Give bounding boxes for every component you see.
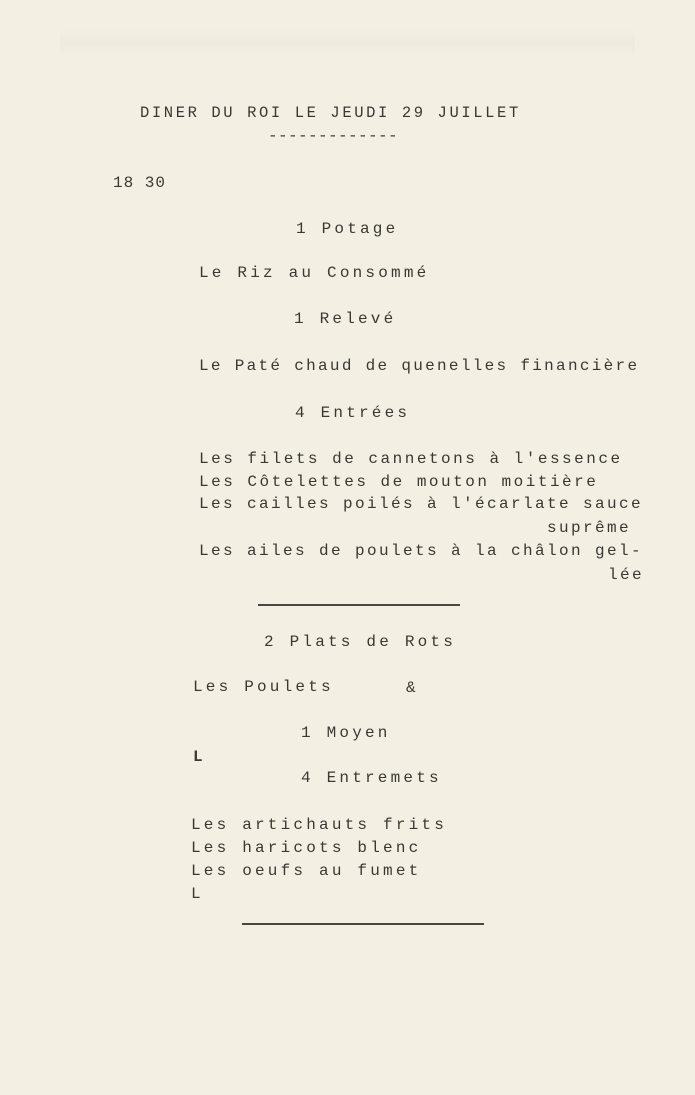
heading-entremets: 4 Entremets <box>301 769 442 787</box>
heading-entrees: 4 Entrées <box>295 404 411 422</box>
title-dashed-rule: ------------- <box>268 127 399 145</box>
releve-item: Le Paté chaud de quenelles financière <box>199 357 640 375</box>
entree-item: Les Côtelettes de mouton moitière <box>199 473 599 491</box>
entree-item: Les cailles poilés à l'écarlate sauce <box>199 495 644 513</box>
entremet-item: L <box>191 885 204 903</box>
section-divider <box>258 604 460 606</box>
section-divider <box>242 923 484 925</box>
potage-item: Le Riz au Consommé <box>199 264 430 282</box>
year: 18 30 <box>113 174 167 192</box>
heading-moyen: 1 Moyen <box>301 724 391 742</box>
entremet-item: Les haricots blenc <box>191 839 422 857</box>
rots-ampersand: & <box>406 679 416 697</box>
moyen-item: L <box>193 748 203 766</box>
menu-title: DINER DU ROI LE JEUDI 29 JUILLET <box>140 104 521 122</box>
entremet-item: Les artichauts frits <box>191 816 448 834</box>
entree-item-continued: lée <box>608 566 645 584</box>
entree-item: Les ailes de poulets à la châlon gel- <box>199 542 644 560</box>
entremet-item: Les oeufs au fumet <box>191 862 422 880</box>
heading-rots: 2 Plats de Rots <box>264 633 457 651</box>
heading-releve: 1 Relevé <box>294 310 397 328</box>
rots-item: Les Poulets <box>193 678 334 696</box>
embossed-letterhead <box>60 28 635 58</box>
heading-potage: 1 Potage <box>296 220 399 238</box>
entree-item: Les filets de cannetons à l'essence <box>199 450 623 468</box>
entree-item-continued: suprême <box>547 519 632 537</box>
